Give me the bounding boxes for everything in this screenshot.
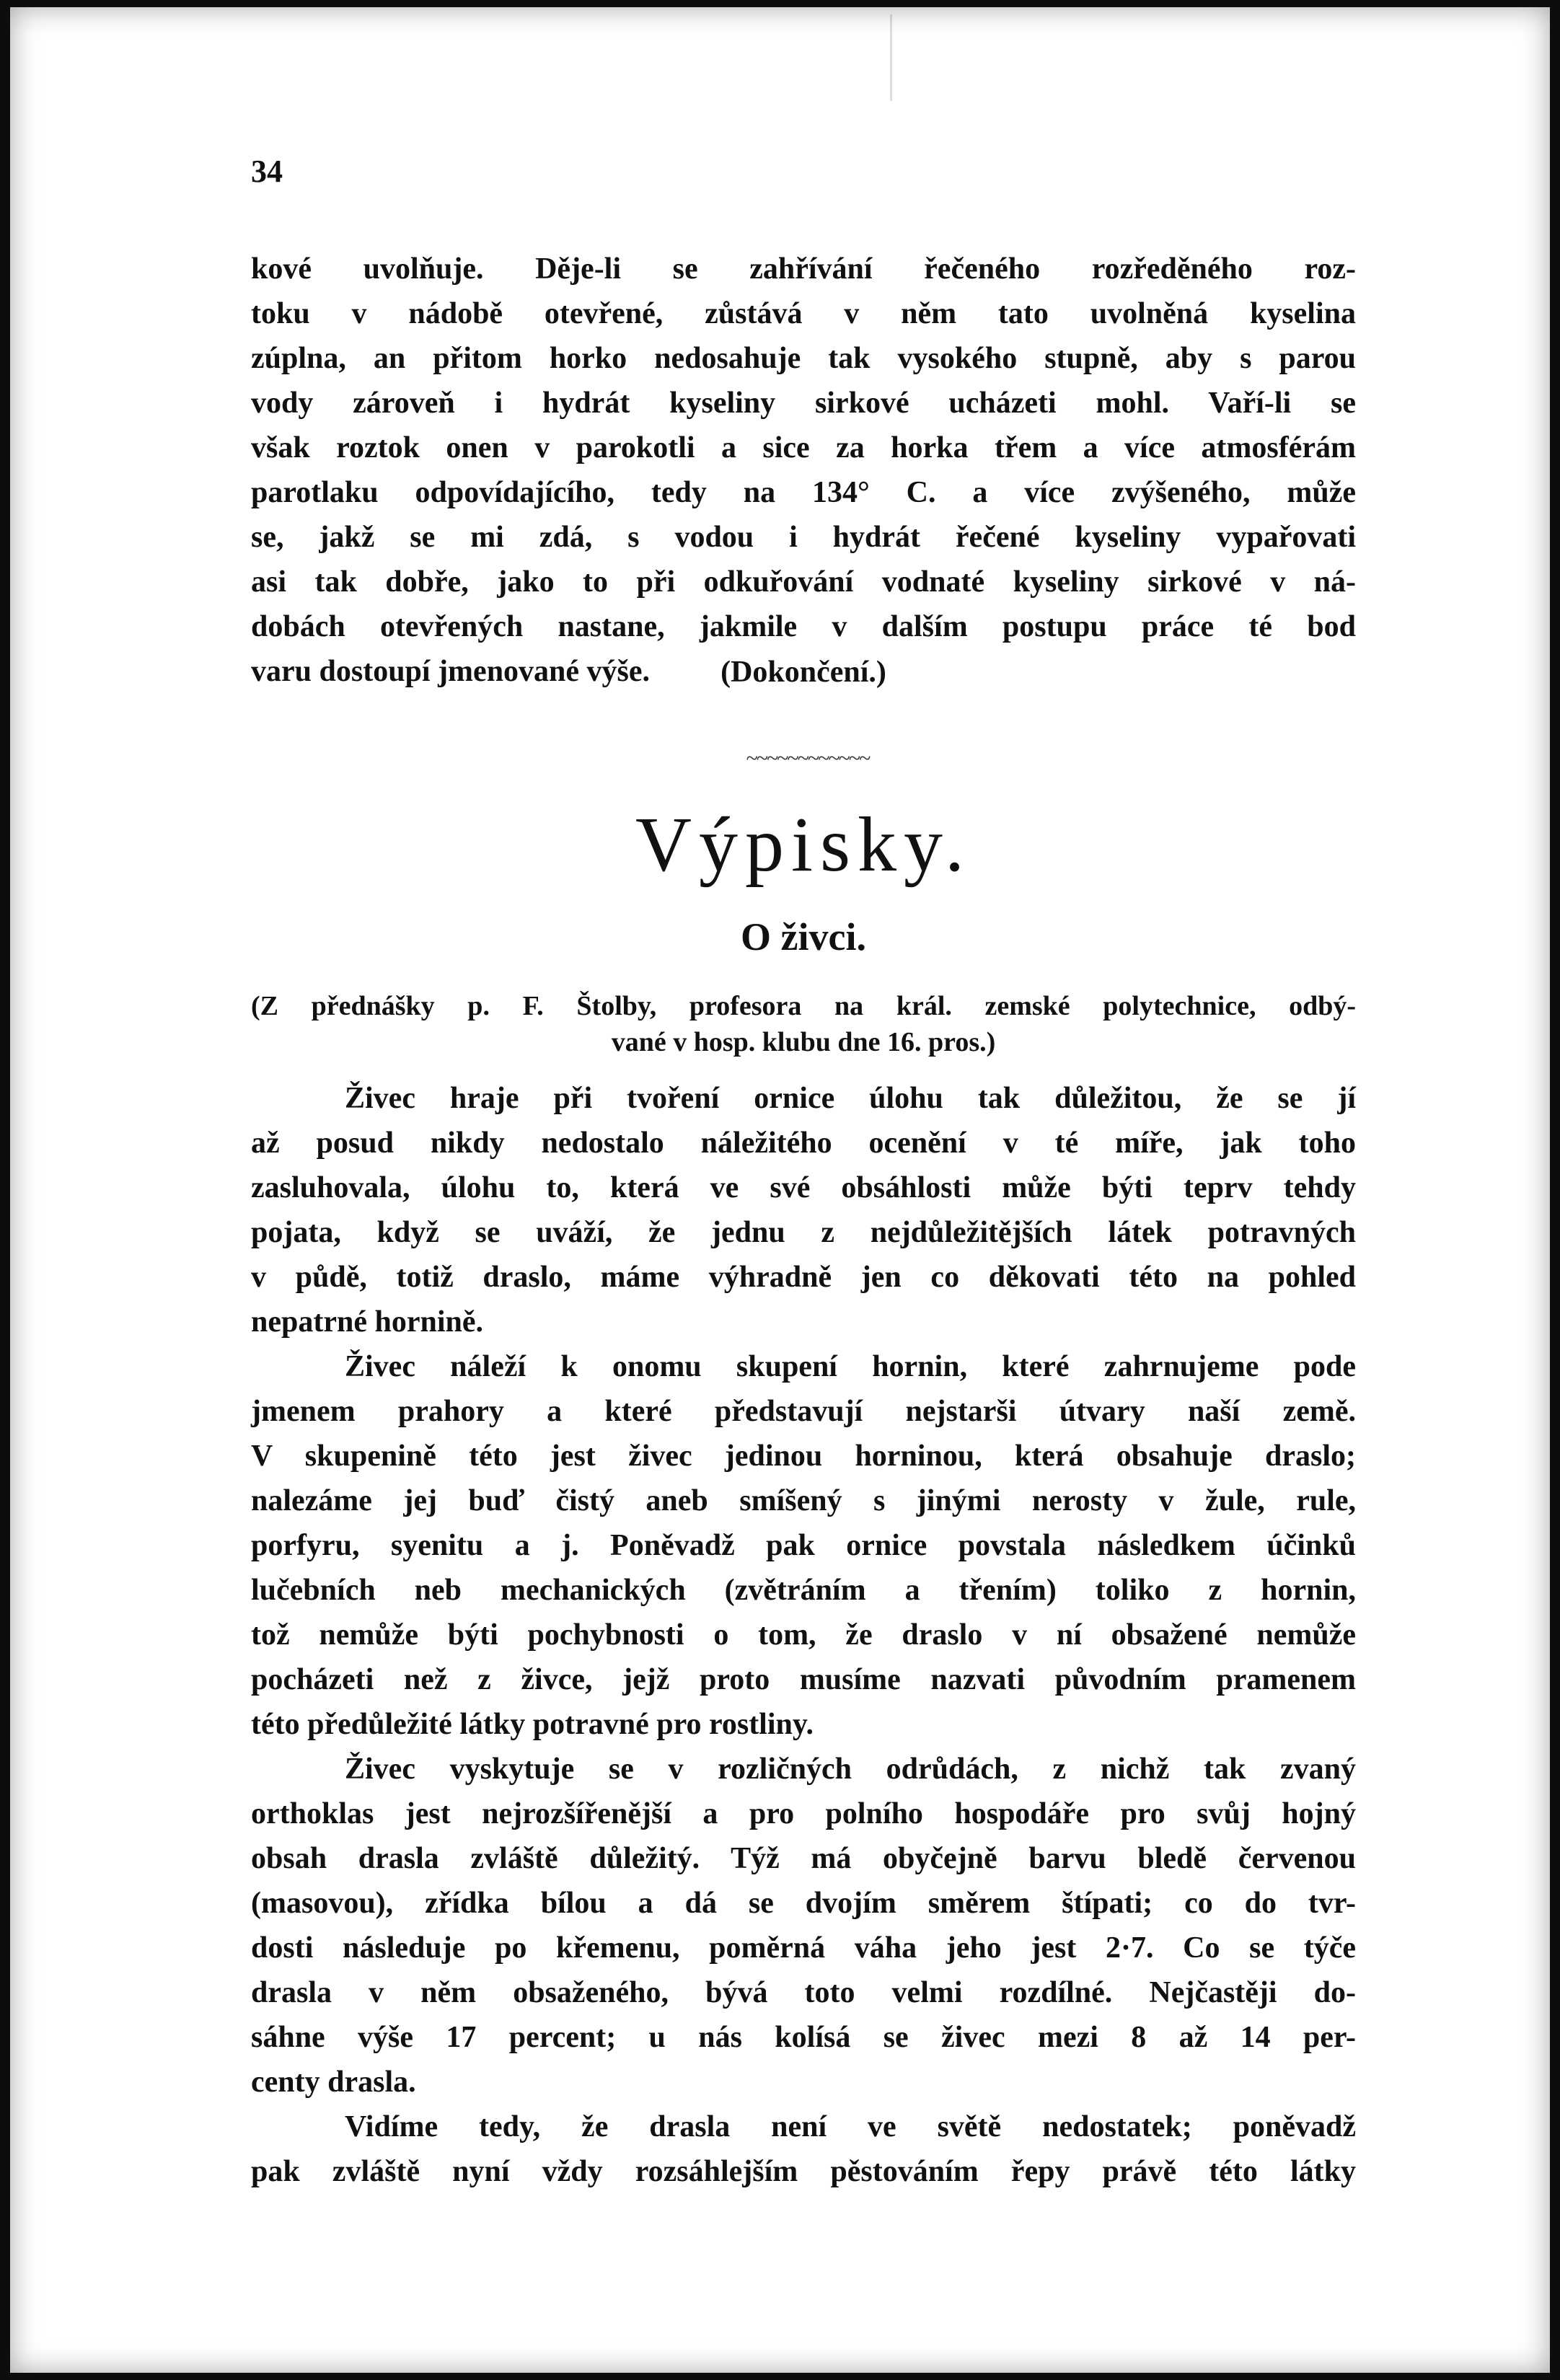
text-line: zúplna, an přitom horko nedosahuje tak vysokého stupně, aby s parou (251, 342, 1356, 375)
text-line: nalezáme jej buď čistý aneb smíšený s jinými nerosty v žule, rule, (251, 1484, 1356, 1517)
text-line: kové uvolňuje. Děje-li se zahřívání řečeného rozředěného roz- (251, 252, 1356, 286)
text-line: pocházeti než z živce, jejž proto musíme nazvati původním pramenem (251, 1663, 1356, 1696)
text-line: orthoklas jest nejrozšířenější a pro polního hospodáře pro svůj hojný (251, 1797, 1356, 1830)
continuation-note: (Dokončení.) (720, 656, 886, 689)
text-line: dobách otevřených nastane, jakmile v dalším postupu práce té bod (251, 610, 1356, 643)
text-line: v půdě, totiž draslo, máme výhradně jen co děkovati této na pohled (251, 1261, 1356, 1294)
article-title: O živci. (741, 915, 866, 958)
text-line: varu dostoupí jmenované výše. (251, 655, 651, 688)
text-line: obsah drasla zvláště důležitý. Týž má obyčejně barvu bledě červenou (251, 1842, 1356, 1875)
lecture-note (251, 988, 1356, 1060)
text-line: této předůležité látky potravné pro rostliny. (251, 1708, 814, 1741)
text-line: tož nemůže býti pochybnosti o tom, že draslo v ní obsažené nemůže (251, 1618, 1356, 1652)
text-line: se, jakž se mi zdá, s vodou i hydrát řečené kyseliny vypařovati (251, 521, 1356, 554)
page-number: 34 (251, 154, 283, 189)
text-line: (masovou), zřídka bílou a dá se dvojím směrem štípati; co do tvr- (251, 1887, 1356, 1920)
text-line: asi tak dobře, jako to při odkuřování vodnaté kyseliny sirkové v ná- (251, 565, 1356, 599)
text-line: Živec hraje při tvoření ornice úlohu tak důležitou, že se jí (345, 1082, 1356, 1115)
intro-paragraph (251, 247, 1356, 694)
text-line: pojata, když se uváží, že jednu z nejdůležitějších látek potravných (251, 1216, 1356, 1249)
text-line: dosti následuje po křemenu, poměrná váha jeho jest 2·7. Co se týče (251, 1931, 1356, 1965)
text-line: V skupenině této jest živec jedinou horninou, která obsahuje draslo; (251, 1440, 1356, 1473)
text-line: zasluhovala, úlohu to, která ve své obsáhlosti může býti teprv tehdy (251, 1171, 1356, 1204)
text-line: drasla v něm obsaženého, bývá toto velmi rozdílné. Nejčastěji do- (251, 1976, 1356, 2009)
text-line: jmenem prahory a které představují nejstarši útvary naší země. (251, 1395, 1356, 1428)
lecture-note-line: vané v hosp. klubu dne 16. pros.) (611, 1027, 996, 1057)
ornament-divider: ~~~~~~~~~~~~ (746, 746, 870, 770)
text-line: nepatrné hornině. (251, 1305, 484, 1339)
article-body (251, 1076, 1356, 2194)
text-line: centy drasla. (251, 2066, 416, 2099)
text-line: parotlaku odpovídajícího, tedy na 134° C. a více zvýšeného, může (251, 476, 1356, 509)
section-title: Výpisky. (635, 802, 971, 888)
text-line: porfyru, syenitu a j. Poněvadž pak ornice povstala následkem účinků (251, 1529, 1356, 1562)
text-line: vody zároveň i hydrát kyseliny sirkové ucházeti mohl. Vaří-li se (251, 387, 1356, 420)
lecture-note-line: (Z přednášky p. F. Štolby, profesora na král. zemské polytechnice, odbý- (251, 991, 1356, 1021)
text-line: toku v nádobě otevřené, zůstává v něm tato uvolněná kyselina (251, 297, 1356, 330)
text-line: lučebních neb mechanických (zvětráním a třením) toliko z hornin, (251, 1574, 1356, 1607)
scan-artifact (616, 14, 892, 101)
text-line: však roztok onen v parokotli a sice za horka třem a více atmosférám (251, 431, 1356, 464)
text-line: Živec náleží k onomu skupení hornin, které zahrnujeme pode (345, 1350, 1356, 1383)
text-line: Vidíme tedy, že drasla není ve světě nedostatek; poněvadž (345, 2110, 1356, 2143)
text-line: až posud nikdy nedostalo náležitého ocenění v té míře, jak toho (251, 1127, 1356, 1160)
text-line: sáhne výše 17 percent; u nás kolísá se živec mezi 8 až 14 per- (251, 2021, 1356, 2054)
text-line: Živec vyskytuje se v rozličných odrůdách, z nichž tak zvaný (345, 1753, 1356, 1786)
text-line: pak zvláště nyní vždy rozsáhlejším pěstováním řepy právě této látky (251, 2155, 1356, 2188)
